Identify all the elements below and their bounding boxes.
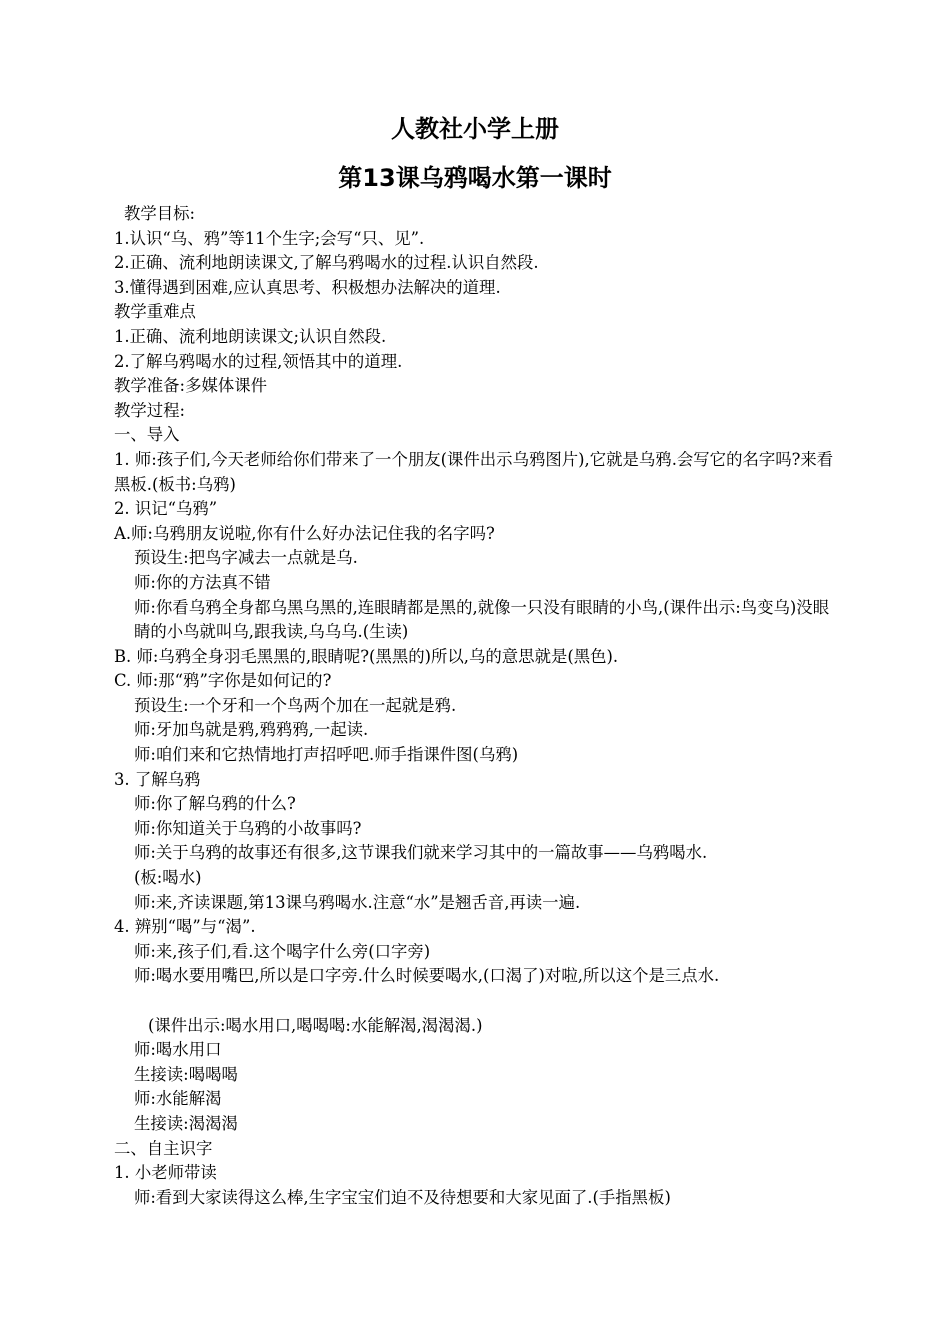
text-line: 师:来,孩子们,看.这个喝字什么旁(口字旁) <box>134 941 431 961</box>
text-line: 1.认识“乌、鸦”等11个生字;会写“只、见”. <box>114 228 425 248</box>
text-line: 3. 了解乌鸦 <box>114 769 201 789</box>
text-line: 师:喝水用口 <box>134 1040 222 1060</box>
text-line: 教学准备:多媒体课件 <box>114 376 268 396</box>
text-line: 4. 辨别“喝”与“渴”. <box>114 917 256 937</box>
text-line: A.师:乌鸦朋友说啦,你有什么好办法记住我的名字吗? <box>114 523 495 543</box>
text-line: 师:你知道关于乌鸦的小故事吗? <box>134 818 362 838</box>
text-line: 师:牙加鸟就是鸦,鸦鸦鸦,一起读. <box>134 720 369 740</box>
text-line: 教学过程: <box>114 400 186 420</box>
text-line: 师:你看乌鸦全身都乌黑乌黑的,连眼睛都是黑的,就像一只没有眼睛的小鸟,(课件出示:鸟变乌)没眼睛的小鸟就叫乌,跟我读,乌乌乌.(生读) <box>134 597 830 642</box>
text-line: 2. 识记“乌鸦” <box>114 499 218 519</box>
text-line: 预设生:一个牙和一个鸟两个加在一起就是鸦. <box>134 695 457 715</box>
text-line: 教学目标: <box>124 204 196 223</box>
text-line: 3.懂得遇到困难,应认真思考、积极想办法解决的道理. <box>114 277 501 297</box>
text-line: 预设生:把鸟字减去一点就是乌. <box>134 548 358 568</box>
text-line: 师:水能解渴 <box>134 1089 222 1109</box>
text-line: 一、导入 <box>114 425 180 445</box>
text-line: 教学重难点 <box>114 302 196 322</box>
text-line: 1. 小老师带读 <box>114 1163 217 1183</box>
text-line: (课件出示:喝水用口,喝喝喝:水能解渴,渴渴渴.) <box>148 1015 483 1035</box>
text-line: 师:关于乌鸦的故事还有很多,这节课我们就来学习其中的一篇故事——乌鸦喝水. <box>134 843 708 863</box>
text-line: (板:喝水) <box>134 868 202 888</box>
text-line: 生接读:喝喝喝 <box>134 1064 238 1084</box>
text-line: 师:你了解乌鸦的什么? <box>134 794 296 814</box>
text-line: 师:喝水要用嘴巴,所以是口字旁.什么时候要喝水,(口渴了)对啦,所以这个是三点水. <box>134 966 720 986</box>
text-line: 1.正确、流利地朗读课文;认识自然段. <box>114 326 387 346</box>
blank-line <box>114 989 844 1014</box>
text-line: 师:来,齐读课题,第13课乌鸦喝水.注意“水”是翘舌音,再读一遍. <box>134 892 581 912</box>
text-line: B. 师:乌鸦全身羽毛黑黑的,眼睛呢?(黑黑的)所以,乌的意思就是(黑色). <box>114 646 619 666</box>
text-line: 2.正确、流利地朗读课文,了解乌鸦喝水的过程.认识自然段. <box>114 253 539 273</box>
text-line: 生接读:渴渴渴 <box>134 1113 238 1133</box>
text-line: 1. 师:孩子们,今天老师给你们带来了一个朋友(课件出示乌鸦图片),它就是乌鸦.会写它的名字吗?来看黑板.(板书:乌鸦) <box>114 449 834 494</box>
text-line: 师:你的方法真不错 <box>134 572 271 592</box>
text-line: C. 师:那“鸦”字你是如何记的? <box>114 671 332 691</box>
lesson-body <box>114 202 844 1210</box>
document-title: 人教社小学上册 <box>391 115 559 143</box>
text-line: 师:看到大家读得这么棒,生字宝宝们迫不及待想要和大家见面了.(手指黑板) <box>134 1187 671 1207</box>
lesson-title: 第13课乌鸦喝水第一课时 <box>338 164 612 192</box>
text-line: 二、自主识字 <box>114 1138 213 1158</box>
text-line: 师:咱们来和它热情地打声招呼吧.师手指课件图(乌鸦) <box>134 745 519 765</box>
text-line: 2.了解乌鸦喝水的过程,领悟其中的道理. <box>114 351 403 371</box>
